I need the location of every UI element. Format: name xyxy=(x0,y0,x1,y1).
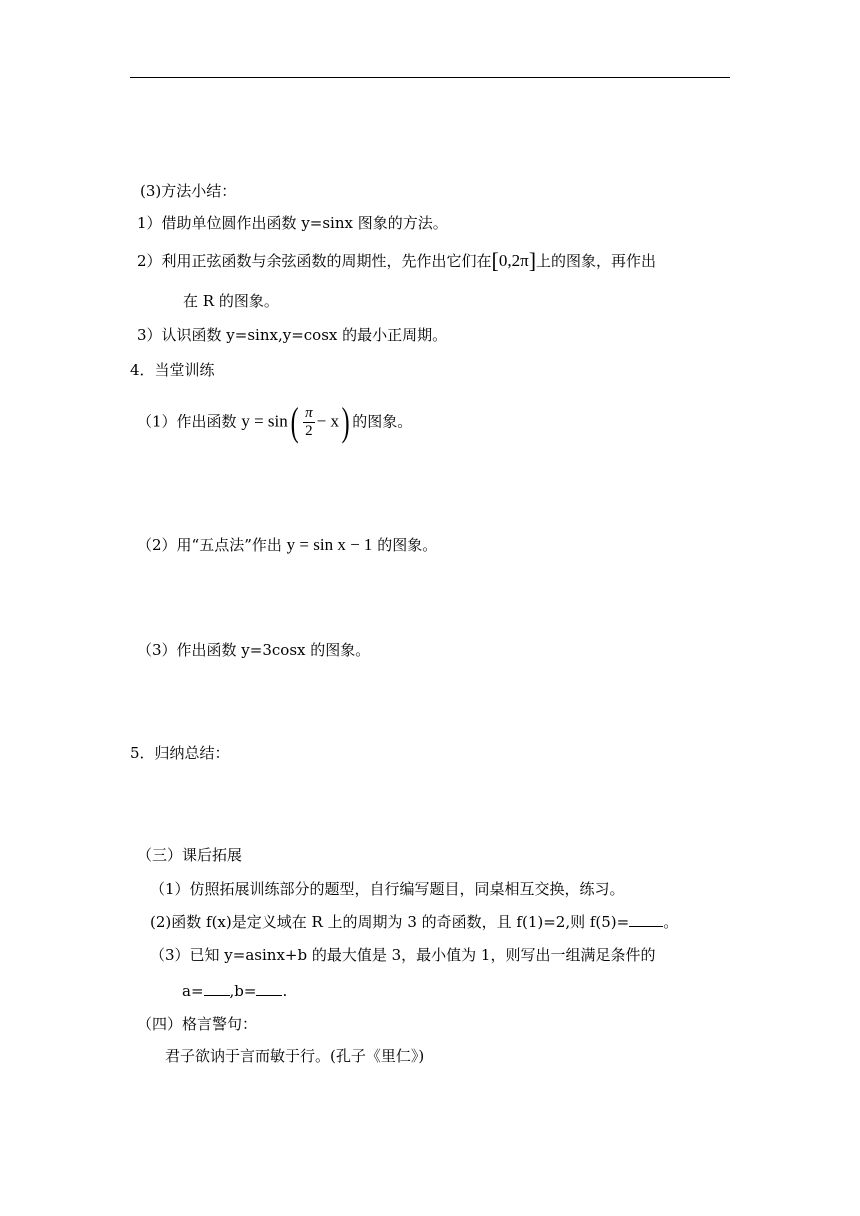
q1-formula-lhs: y = sin xyxy=(241,411,288,431)
method-summary-item-2-prefix: 2）利用正弦函数与余弦函数的周期性，先作出它们在 xyxy=(137,252,492,270)
extension-item-1: （1）仿照拓展训练部分的题型，自行编写题目，同桌相互交换，练习。 xyxy=(150,880,625,898)
header-rule xyxy=(130,77,730,78)
practice-q2 xyxy=(137,535,437,555)
extension-item-3-cont xyxy=(182,981,287,1001)
q1-formula-rhs: − x xyxy=(316,411,339,431)
practice-q3: （3）作出函数 y=3cosx 的图象。 xyxy=(137,641,371,659)
practice-q1-suffix: 的图象。 xyxy=(352,412,413,431)
practice-title: 4．当堂训练 xyxy=(130,361,215,379)
interval-text: 0,2π xyxy=(498,251,529,270)
induction-title: 5．归纳总结： xyxy=(130,744,230,762)
extension-a-label: a= xyxy=(182,982,204,1000)
extension-item-3: （3）已知 y=asinx+b 的最大值是 3，最小值为 1，则写出一组满足条件的 xyxy=(150,946,656,964)
extension-title: （三）课后拓展 xyxy=(137,846,243,864)
practice-q2-prefix: （2）用“五点法”作出 xyxy=(137,536,282,554)
motto-title: （四）格言警句： xyxy=(137,1015,258,1033)
method-summary-item-3: 3）认识函数 y=sinx,y=cosx 的最小正周期。 xyxy=(137,326,448,344)
practice-q1-prefix: （1）作出函数 xyxy=(137,412,237,431)
answer-blank-a xyxy=(204,981,230,996)
q1-frac-den: 2 xyxy=(305,423,313,439)
motto-text: 君子欲讷于言而敏于行。(孔子《里仁》) xyxy=(165,1047,425,1065)
method-summary-item-2-suffix: 上的图象，再作出 xyxy=(536,252,657,270)
q1-frac-num: π xyxy=(305,405,313,421)
q2-formula: y = sin x − 1 xyxy=(286,535,373,554)
method-summary-item-2-cont: 在 R 的图象。 xyxy=(183,292,279,310)
extension-item-2 xyxy=(150,912,678,932)
method-summary-item-1: 1）借助单位圆作出函数 y=sinx 图象的方法。 xyxy=(137,214,448,232)
q1-fraction xyxy=(303,405,315,440)
extension-item-2-prefix: (2)函数 f(x)是定义域在 R 上的周期为 3 的奇函数，且 f(1)=2,则 f(5)= xyxy=(150,913,630,931)
extension-item-2-suffix: 。 xyxy=(663,913,679,931)
practice-q2-suffix: 的图象。 xyxy=(377,536,438,554)
practice-q1: （1）作出函数 y = sin( $\frac{\pi}{2}$ − x) 的图象。 xyxy=(137,398,413,444)
method-summary-title: (3)方法小结： xyxy=(140,182,237,200)
extension-b-label: ,b= xyxy=(229,982,257,1000)
answer-blank-b xyxy=(256,981,282,996)
answer-blank xyxy=(629,912,663,927)
method-summary-item-2: 2）利用正弦函数与余弦函数的周期性，先作出它们在[0,2π]上的图象，再作出 xyxy=(137,248,657,273)
extension-end: . xyxy=(282,982,288,1000)
